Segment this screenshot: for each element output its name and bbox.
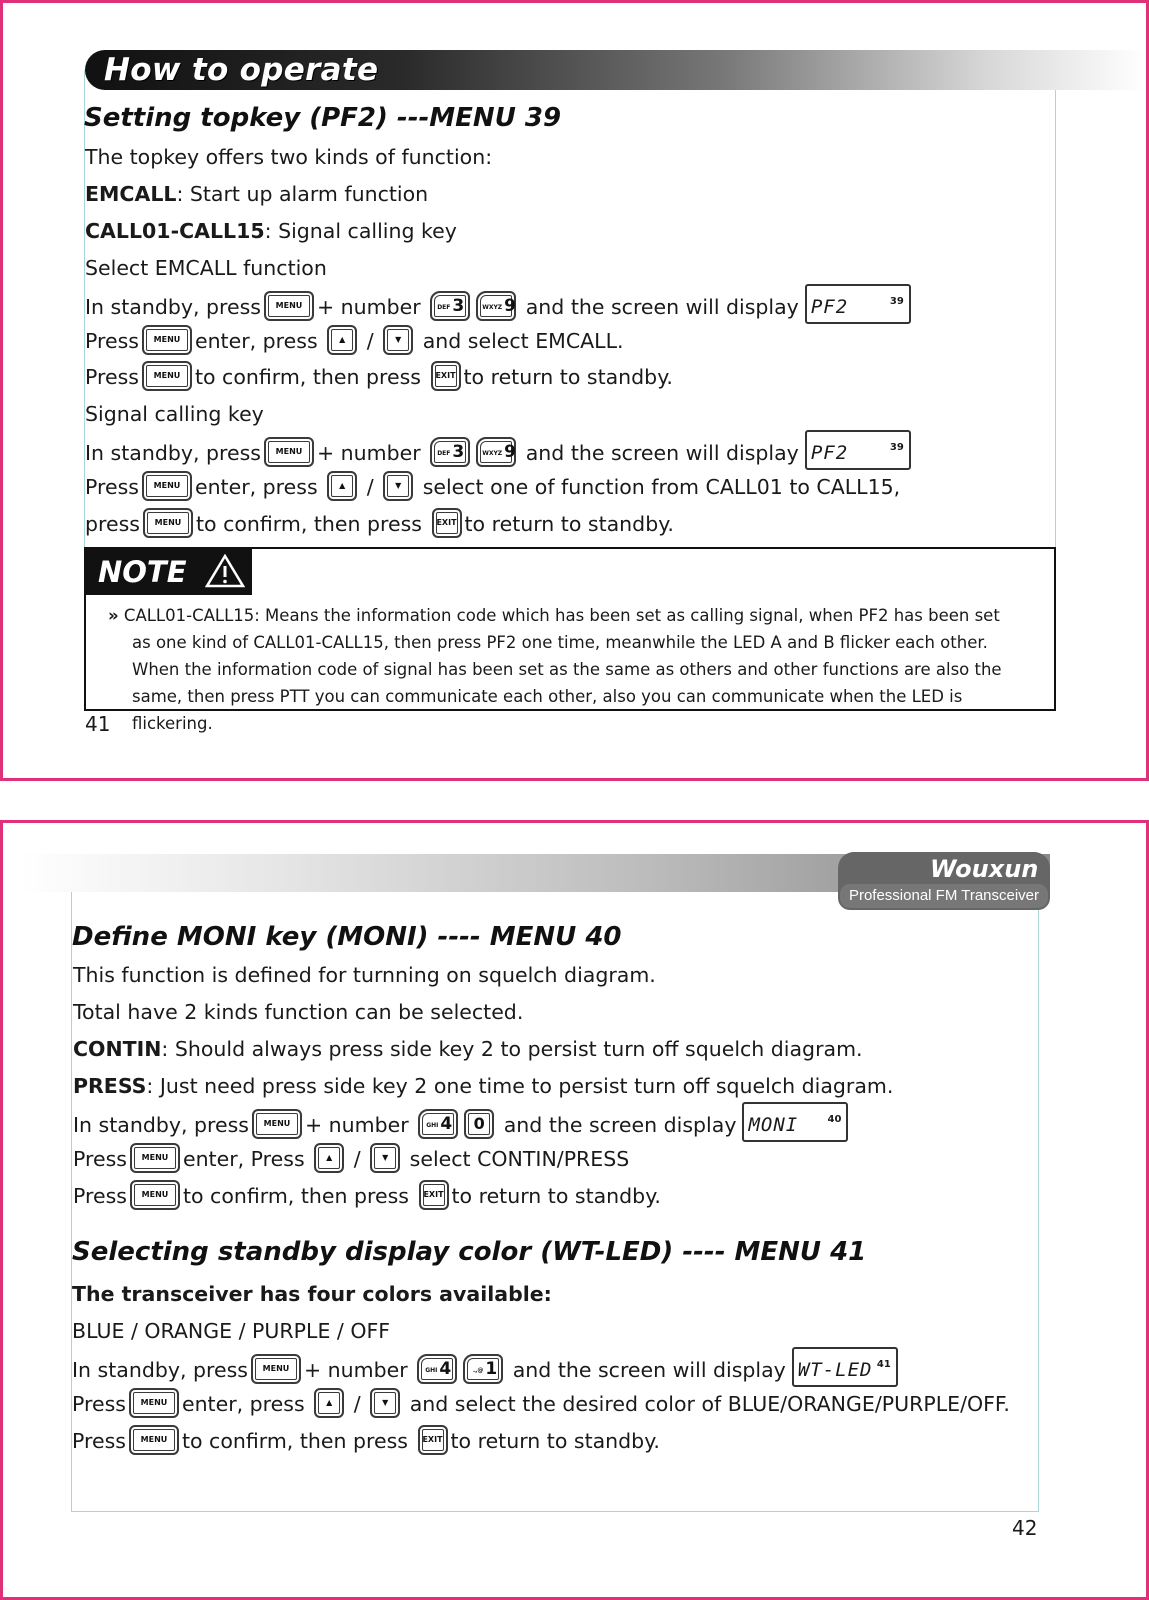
text-line-bold: The transceiver has four colors available: xyxy=(72,1282,552,1306)
down-key-icon: ▼ xyxy=(370,1388,400,1418)
down-key-icon: ▼ xyxy=(383,471,413,501)
text: and the screen will display xyxy=(525,295,799,319)
down-key-icon: ▼ xyxy=(370,1143,400,1173)
key-3-icon: DEF 3 xyxy=(430,291,470,321)
text-line xyxy=(73,1036,863,1062)
text: and the screen will display xyxy=(512,1358,786,1382)
exit-key-icon: EXIT xyxy=(432,508,462,538)
up-key-icon: ▲ xyxy=(314,1388,344,1418)
menu-key-icon: MENU xyxy=(143,508,193,538)
exit-key-icon: EXIT xyxy=(418,1425,448,1455)
text: / xyxy=(366,329,374,353)
instruction-line xyxy=(72,1428,660,1455)
text: Press xyxy=(85,329,139,353)
term-call: CALL01-CALL15 xyxy=(85,219,265,243)
text: In standby, press xyxy=(85,441,261,465)
text: enter, press xyxy=(194,475,318,499)
text: Press xyxy=(73,1147,127,1171)
subheading: Signal calling key xyxy=(85,402,264,426)
instruction-line xyxy=(85,511,674,538)
menu-key-icon: MENU xyxy=(252,1109,302,1139)
text: Press xyxy=(72,1392,126,1416)
text: Press xyxy=(72,1429,126,1453)
text: and select the desired color of BLUE/ORANGE/PURPLE/OFF. xyxy=(409,1392,1010,1416)
text: Press xyxy=(85,475,139,499)
term-emcall: EMCALL xyxy=(85,182,177,206)
text: In standby, press xyxy=(73,1113,249,1137)
lcd-display: PF2 39 xyxy=(805,284,911,324)
text: + number xyxy=(316,295,421,319)
instruction-line xyxy=(73,1183,661,1210)
term-press: PRESS xyxy=(73,1074,147,1098)
menu-key-icon: MENU xyxy=(129,1425,179,1455)
instruction-line xyxy=(85,328,624,355)
menu-key-icon: MENU xyxy=(264,437,314,467)
section-title-menu39: Setting topkey (PF2) ---MENU 39 xyxy=(84,103,562,133)
double-chevron-icon: » xyxy=(108,606,119,625)
text: / xyxy=(353,1147,361,1171)
menu-key-icon: MENU xyxy=(130,1180,180,1210)
text: enter, Press xyxy=(182,1147,305,1171)
note-line: When the information code of signal has been set as the same as others and other functions are also the xyxy=(132,660,1002,679)
section-title-menu40: Define MONI key (MONI) ---- MENU 40 xyxy=(72,922,622,952)
exit-key-icon: EXIT xyxy=(419,1180,449,1210)
text: to confirm, then press xyxy=(194,365,421,389)
note-text xyxy=(108,602,1048,737)
key-9-icon: WXYZ 9 xyxy=(476,291,516,321)
text: enter, press xyxy=(194,329,318,353)
lcd-display: PF2 39 xyxy=(805,430,911,470)
text: / xyxy=(366,475,374,499)
instruction-line xyxy=(85,364,673,391)
term-contin: CONTIN xyxy=(73,1037,162,1061)
text: In standby, press xyxy=(85,295,261,319)
term-desc: : Just need press side key 2 one time to persist turn off squelch diagram. xyxy=(146,1074,894,1098)
note-line: same, then press PTT you can communicate each other, also you can communicate when the LED is flickering. xyxy=(132,687,963,733)
brand-logo: Wouxun xyxy=(930,855,1039,883)
text: Press xyxy=(85,365,139,389)
term-desc: : Should always press side key 2 to persist turn off squelch diagram. xyxy=(161,1037,863,1061)
menu-key-icon: MENU xyxy=(251,1354,301,1384)
instruction-line xyxy=(73,1146,629,1173)
text: to confirm, then press xyxy=(195,512,422,536)
menu-key-icon: MENU xyxy=(129,1388,179,1418)
text-line: This function is defined for turnning on squelch diagram. xyxy=(73,963,656,987)
text: and the screen will display xyxy=(525,441,799,465)
text: to return to standby. xyxy=(463,365,673,389)
text: select one of function from CALL01 to CALL15, xyxy=(422,475,901,499)
menu-key-icon: MENU xyxy=(142,361,192,391)
note-header xyxy=(86,549,252,595)
up-key-icon: ▲ xyxy=(327,471,357,501)
text: to return to standby. xyxy=(464,512,674,536)
instruction-line xyxy=(85,292,911,324)
key-0-icon: 0 xyxy=(464,1109,494,1139)
page-number: 41 xyxy=(85,712,111,736)
warning-icon xyxy=(205,554,245,588)
header-title: How to operate xyxy=(104,52,379,88)
instruction-line xyxy=(85,438,911,470)
subheading: Select EMCALL function xyxy=(85,256,327,280)
up-key-icon: ▲ xyxy=(327,325,357,355)
text: enter, press xyxy=(181,1392,305,1416)
down-key-icon: ▼ xyxy=(383,325,413,355)
instruction-line xyxy=(72,1355,898,1387)
text-line xyxy=(73,1073,893,1099)
text: Press xyxy=(73,1184,127,1208)
text: + number xyxy=(304,1113,409,1137)
text: and the screen display xyxy=(503,1113,737,1137)
text: select CONTIN/PRESS xyxy=(409,1147,630,1171)
key-4-icon: GHI 4 xyxy=(418,1109,458,1139)
section-title-menu41: Selecting standby display color (WT-LED) ---- MENU 41 xyxy=(72,1237,867,1267)
lcd-display: MONI 40 xyxy=(742,1102,848,1142)
text-line: Total have 2 kinds function can be selected. xyxy=(73,1000,524,1024)
brand-tagline: Professional FM Transceiver xyxy=(840,884,1048,908)
text-line xyxy=(85,218,457,244)
key-9-icon: WXYZ 9 xyxy=(476,437,516,467)
text-line: BLUE / ORANGE / PURPLE / OFF xyxy=(72,1319,391,1343)
text: + number xyxy=(303,1358,408,1382)
text-line: The topkey offers two kinds of function: xyxy=(85,145,493,169)
term-desc: : Signal calling key xyxy=(264,219,457,243)
page-number: 42 xyxy=(1012,1516,1038,1540)
menu-key-icon: MENU xyxy=(142,471,192,501)
lcd-display: WT-LED 41 xyxy=(792,1347,898,1387)
instruction-line xyxy=(72,1391,1010,1418)
key-4-icon: GHI 4 xyxy=(417,1354,457,1384)
key-1-icon: .,@ 1 xyxy=(463,1354,503,1384)
term-desc: : Start up alarm function xyxy=(176,182,429,206)
instruction-line xyxy=(85,474,900,501)
text: press xyxy=(85,512,140,536)
text-line xyxy=(85,181,428,207)
key-3-icon: DEF 3 xyxy=(430,437,470,467)
text: to return to standby. xyxy=(450,1429,660,1453)
note-line: CALL01-CALL15: Means the information code which has been set as calling signal, when PF2 has been set xyxy=(123,606,1000,625)
menu-key-icon: MENU xyxy=(142,325,192,355)
instruction-line xyxy=(73,1110,848,1142)
note-line: as one kind of CALL01-CALL15, then press PF2 one time, meanwhile the LED A and B flicker each other. xyxy=(132,633,988,652)
menu-key-icon: MENU xyxy=(130,1143,180,1173)
text: / xyxy=(353,1392,361,1416)
text: to confirm, then press xyxy=(182,1184,409,1208)
text: to return to standby. xyxy=(451,1184,661,1208)
note-title: NOTE xyxy=(98,555,187,589)
text: and select EMCALL. xyxy=(422,329,624,353)
exit-key-icon: EXIT xyxy=(431,361,461,391)
text: to confirm, then press xyxy=(181,1429,408,1453)
text: In standby, press xyxy=(72,1358,248,1382)
text: + number xyxy=(316,441,421,465)
up-key-icon: ▲ xyxy=(314,1143,344,1173)
menu-key-icon: MENU xyxy=(264,291,314,321)
